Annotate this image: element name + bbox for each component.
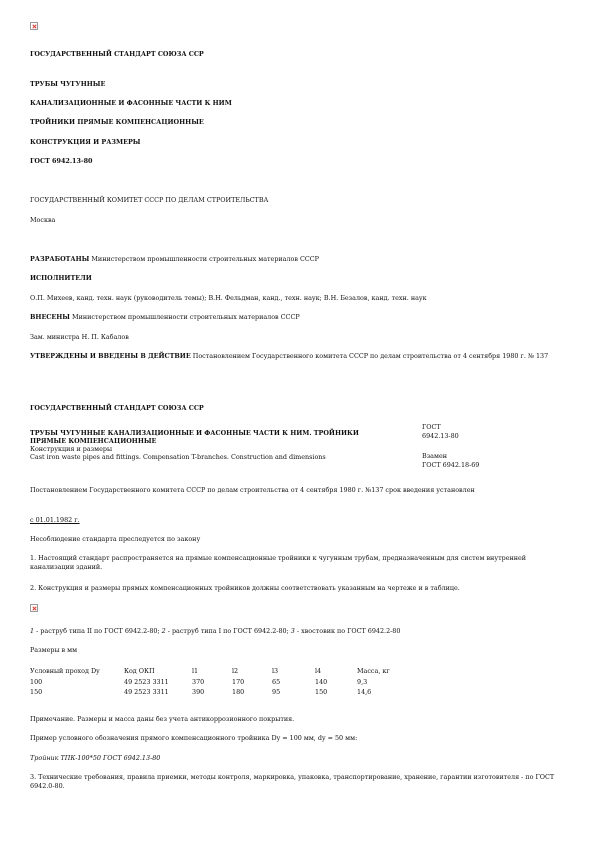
deputy-minister: Зам. министра Н. П. Кабалов (30, 333, 129, 341)
paragraph-1: 1. Настоящий стандарт распространяется на прямые компенсационные тройники к чугунным трубам, предназначенным для систем внутренней канализации зданий. (30, 554, 527, 571)
table-note: Примечание. Размеры и масса даны без учета антикоррозионного покрытия. (30, 715, 295, 723)
table-cell: 9,3 (357, 677, 368, 686)
executors-text: О.П. Михеев, канд. техн. наук (руководитель темы); В.Н. Фельдман, канд., техн. наук; В.Н. Безалов, канд. техн. наук (30, 294, 427, 302)
resolution-text: Постановлением Государственного комитета СССР по делам строительства от 4 сентября 1980 г. №137 срок введения установлен (30, 486, 475, 494)
executors-label: ИСПОЛНИТЕЛИ (30, 274, 92, 282)
table-cell: 100 (30, 677, 43, 686)
gost-number: 6942.13-80 (422, 432, 459, 440)
broken-image-icon (30, 604, 38, 612)
replaces-label: Взамен (422, 452, 448, 460)
gost-label: ГОСТ (422, 423, 441, 431)
table-cell: 180 (232, 688, 245, 697)
col-header-l3: l3 (272, 667, 279, 675)
table-header-row (30, 667, 390, 678)
cover-title-line-4: КОНСТРУКЦИЯ И РАЗМЕРЫ (30, 138, 141, 146)
table-cell: 14,6 (357, 688, 372, 697)
table-cell: 49 2523 3311 (124, 677, 169, 686)
table-cell: 390 (192, 688, 205, 697)
col-header-mass: Масса, кг (357, 667, 390, 675)
city: Москва (30, 216, 56, 224)
title-ru-line-2: ПРЯМЫЕ КОМПЕНСАЦИОННЫЕ (30, 437, 157, 445)
part-3-number: 3 (290, 627, 295, 635)
table-row (30, 688, 390, 699)
state-standard-heading: ГОСУДАРСТВЕННЫЙ СТАНДАРТ СОЮЗА ССР (30, 50, 204, 58)
introduced-label: ВНЕСЕНЫ (30, 313, 70, 321)
dimensions-table (30, 667, 390, 699)
cover-title-line-3: ТРОЙНИКИ ПРЯМЫЕ КОМПЕНСАЦИОННЫЕ (30, 118, 204, 126)
example-intro: Пример условного обозначения прямого компенсационного тройника Dy = 100 мм, dy = 50 мм: (30, 734, 358, 742)
col-header-dy: Условный проход Dy (30, 667, 100, 675)
approved-text: Постановлением Государственного комитета СССР по делам строительства от 4 сентября 1980 г. № 137 (192, 352, 549, 360)
paragraph-3: 3. Технические требования, правила приемки, методы контроля, маркировка, упаковка, транспортирование, хранение, гарантии изготовителя - по ГОСТ 6942.0-80. (30, 773, 555, 790)
table-cell: 95 (272, 688, 281, 697)
approved-label: УТВЕРЖДЕНЫ И ВВЕДЕНЫ В ДЕЙСТВИЕ (30, 352, 191, 360)
cover-gost-code: ГОСТ 6942.13-80 (30, 157, 93, 165)
part-1-text: - раструб типа II по ГОСТ 6942.2-80; (34, 627, 162, 635)
table-cell: 49 2523 3311 (124, 688, 169, 697)
table-cell: 140 (315, 677, 328, 686)
designation-example: Тройник ТПК-100*50 ГОСТ 6942.13-80 (30, 754, 161, 762)
table-cell: 150 (30, 688, 43, 697)
developed-by (30, 255, 570, 264)
table-cell: 370 (192, 677, 205, 686)
standard-title-block (30, 422, 560, 478)
standard-heading: ГОСУДАРСТВЕННЫЙ СТАНДАРТ СОЮЗА ССР (30, 404, 204, 412)
part-3-text: - хвостовик по ГОСТ 6942.2-80 (294, 627, 401, 635)
table-cell: 150 (315, 688, 328, 697)
title-ru-line-1: ТРУБЫ ЧУГУННЫЕ КАНАЛИЗАЦИОННЫЕ И ФАСОННЫЕ ЧАСТИ К НИМ. ТРОЙНИКИ (30, 429, 359, 437)
broken-image-icon (30, 22, 38, 30)
cover-title-line-1: ТРУБЫ ЧУГУННЫЕ (30, 80, 106, 88)
col-header-okp: Код ОКП (124, 667, 155, 675)
part-2-number: 2 (161, 627, 166, 635)
drawing-caption (30, 627, 570, 636)
table-units: Размеры в мм (30, 646, 78, 654)
table-row (30, 678, 390, 689)
introduced-by (30, 313, 570, 322)
introduced-text: Министерством промышленности строительных материалов СССР (72, 313, 300, 321)
approved-by (30, 352, 565, 361)
compliance-text: Несоблюдение стандарта преследуется по закону (30, 535, 201, 543)
developed-label: РАЗРАБОТАНЫ (30, 255, 90, 263)
table-cell: 65 (272, 677, 281, 686)
replaces-value: ГОСТ 6942.18-69 (422, 461, 480, 469)
cover-title-line-2: КАНАЛИЗАЦИОННЫЕ И ФАСОННЫЕ ЧАСТИ К НИМ (30, 99, 232, 107)
paragraph-2: 2. Конструкция и размеры прямых компенсационных тройников должны соответствовать указанным на чертеже и в таблице. (30, 584, 460, 592)
col-header-l4: l4 (315, 667, 322, 675)
developed-text: Министерством промышленности строительных материалов СССР (91, 255, 319, 263)
title-ru-subtitle: Конструкция и размеры (30, 445, 113, 453)
title-en: Cast iron waste pipes and fittings. Compensation T-branches. Construction and dimensions (30, 453, 326, 461)
part-1-number: 1 (30, 627, 35, 635)
part-2-text: - раструб типа I по ГОСТ 6942.2-80; (165, 627, 291, 635)
col-header-l2: l2 (232, 667, 239, 675)
committee-name: ГОСУДАРСТВЕННЫЙ КОМИТЕТ СССР ПО ДЕЛАМ СТРОИТЕЛЬСТВА (30, 196, 269, 204)
table-cell: 170 (232, 677, 245, 686)
col-header-l1: l1 (192, 667, 199, 675)
effective-date: с 01.01.1982 г. (30, 516, 80, 524)
